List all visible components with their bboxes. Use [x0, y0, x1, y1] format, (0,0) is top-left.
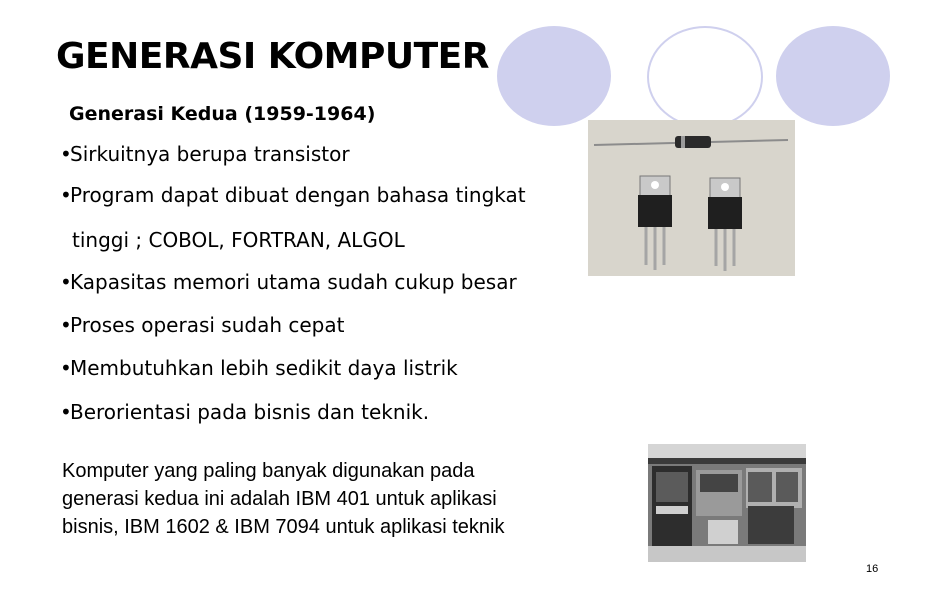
bullet-dot: •	[60, 400, 72, 424]
page-number: 16	[866, 563, 879, 575]
bullet-text: Berorientasi pada bisnis dan teknik.	[70, 400, 430, 424]
note-line: generasi kedua ini adalah IBM 401 untuk aplikasi	[62, 488, 497, 510]
bullet-text: Membutuhkan lebih sedikit daya listrik	[70, 356, 458, 380]
bullet-text: Sirkuitnya berupa transistor	[70, 142, 350, 166]
decorative-circle	[497, 26, 611, 126]
bullet-dot: •	[60, 142, 72, 166]
bullet-item	[60, 142, 350, 166]
bullet-item	[60, 313, 344, 337]
note-line: Komputer yang paling banyak digunakan pada	[62, 460, 475, 482]
bullet-item	[60, 270, 517, 294]
bullet-dot: •	[60, 356, 72, 380]
transistors-photo	[588, 120, 795, 276]
bullet-dot: •	[60, 313, 72, 337]
bullet-text: Proses operasi sudah cepat	[70, 313, 345, 337]
slide-subtitle: Generasi Kedua (1959-1964)	[69, 103, 376, 125]
bullet-text: tinggi ; COBOL, FORTRAN, ALGOL	[72, 228, 405, 252]
bullet-continuation	[72, 228, 405, 252]
note-line: bisnis, IBM 1602 & IBM 7094 untuk aplikasi teknik	[62, 516, 505, 538]
bullet-text: Program dapat dibuat dengan bahasa tingkat	[70, 183, 526, 207]
bullet-text: Kapasitas memori utama sudah cukup besar	[70, 270, 517, 294]
bullet-item	[60, 183, 526, 207]
decorative-circle-outline	[647, 26, 763, 128]
note-paragraph	[62, 457, 622, 541]
slide-title: GENERASI KOMPUTER	[56, 36, 489, 77]
bullet-item	[60, 356, 458, 380]
bullet-dot: •	[60, 183, 72, 207]
decorative-circle	[776, 26, 890, 126]
ibm-room-photo	[648, 444, 806, 562]
bullet-dot: •	[60, 270, 72, 294]
bullet-item	[60, 400, 429, 424]
